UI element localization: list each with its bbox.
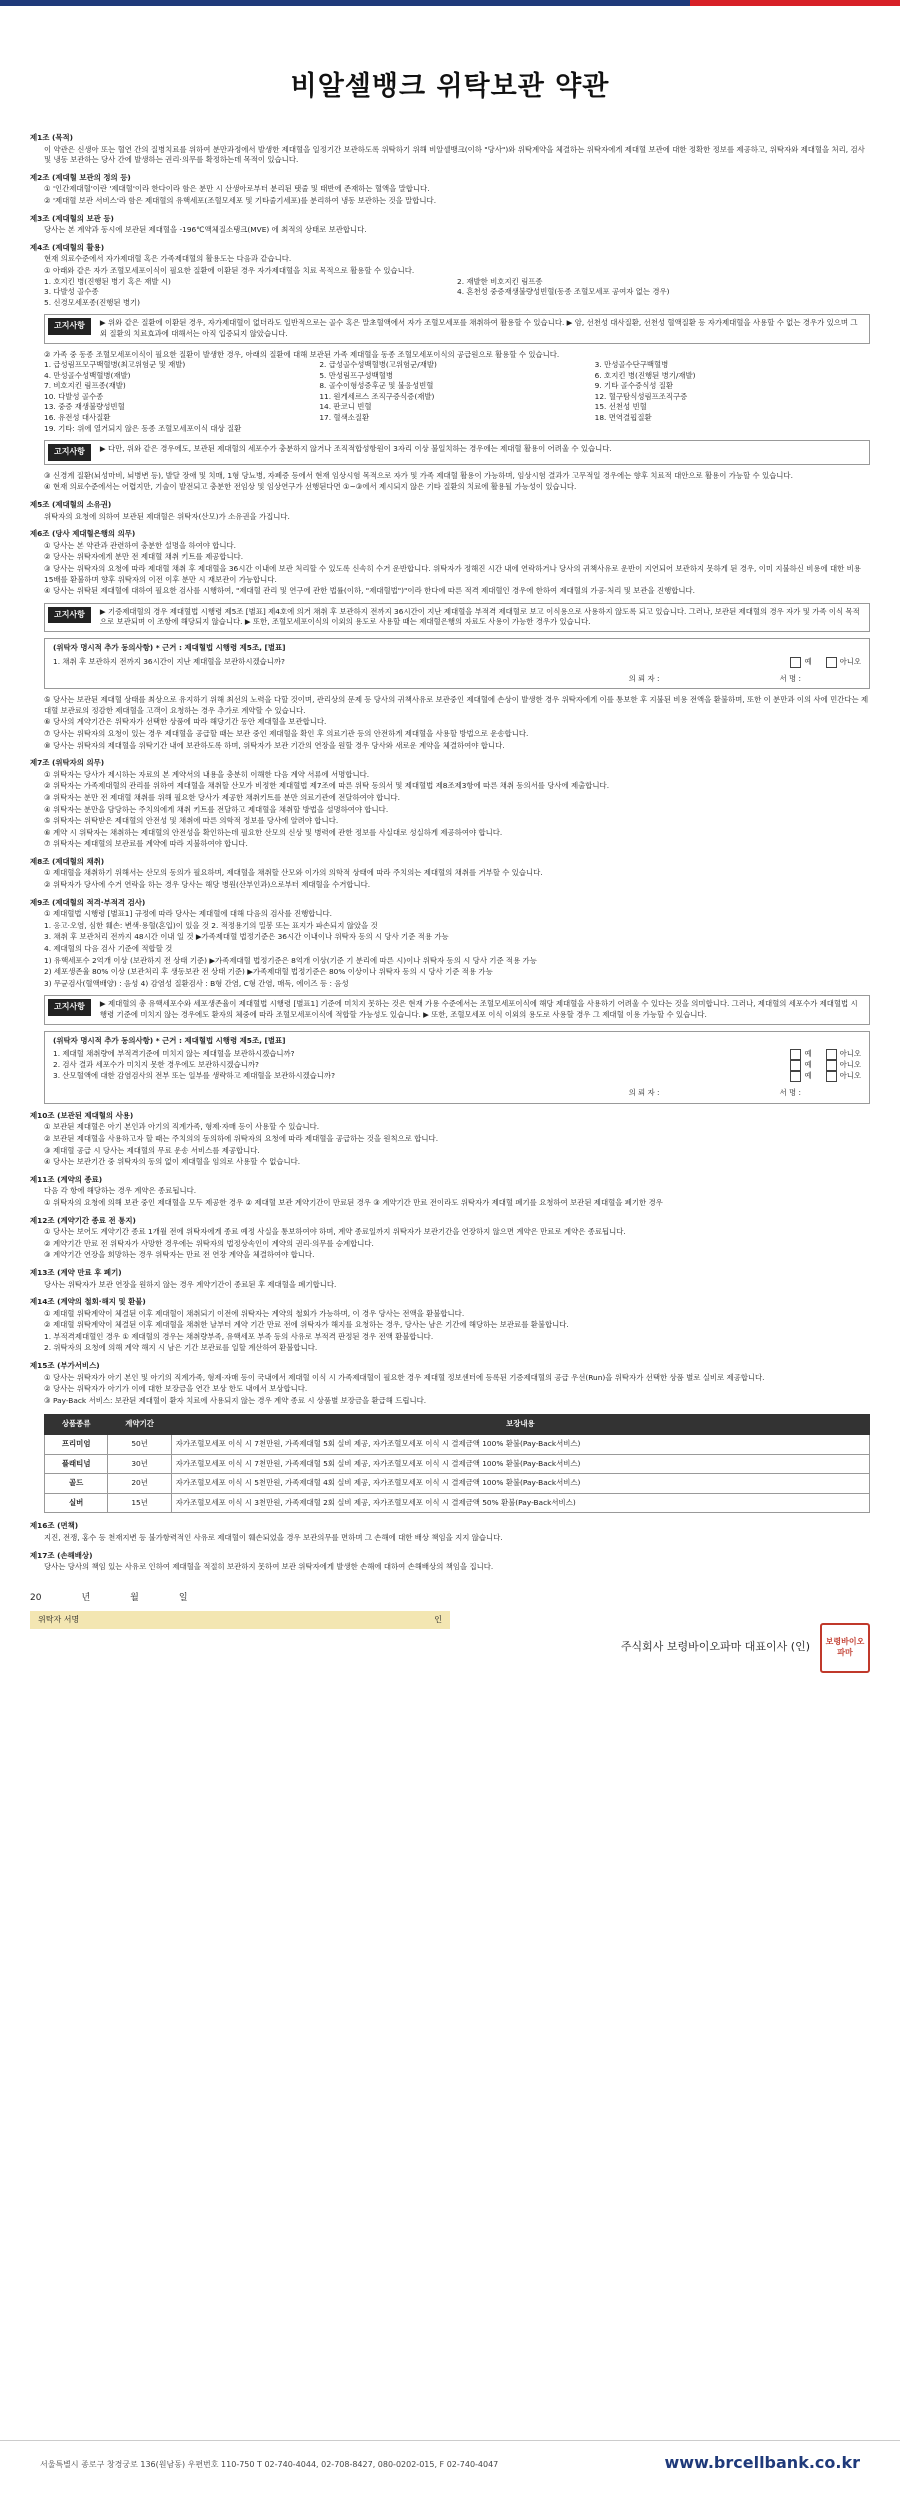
no-label: 아니오 [839,656,861,666]
table-cell: 실버 [45,1493,108,1513]
table-row [45,1435,870,1455]
article-paragraph: ④ 위탁자는 분만을 담당하는 주치의에게 채취 키트를 전달하고 제대혈을 채취할 방법을 설명하여야 합니다. [44,804,389,814]
article-paragraph: 위탁자의 요청에 의하여 보관된 제대혈은 위탁자(산모)가 소유권을 가집니다. [44,511,290,521]
consent-form-title: (위탁자 명시적 추가 동의사항) * 근거 : 제대혈법 시행령 제5조, [별표] [53,1035,286,1045]
requester-label: 의 뢰 자 : [628,1088,660,1098]
article-paragraph: ② 당사는 위탁자가 아기가 이에 대한 보장금을 연간 보상 한도 내에서 보상합니다. [44,1384,308,1394]
table-row [45,1454,870,1474]
yes-option[interactable] [790,1060,811,1071]
top-color-bar [0,0,900,6]
date-part: 일 [178,1592,188,1603]
article-paragraph: ① 위탁자는 당사가 제시하는 자료의 본 계약서의 내용을 충분히 이해한 다음 계약 서류에 서명합니다. [44,769,370,779]
yes-checkbox[interactable] [790,1060,801,1071]
article-paragraph: 1) 유핵세포수 2억개 이상 (보관하지 전 상태 기준) ▶가족제대혈 법정기준은 8억개 이상(기준 기 분리에 따른 시)이나 위탁자 동의 시 당사 기준 적용 가능 [44,955,537,965]
no-label: 아니오 [839,1049,861,1059]
no-checkbox[interactable] [826,1060,837,1071]
yes-label: 예 [804,1060,812,1070]
table-cell: 30년 [108,1454,171,1474]
list-item: 2. 급성골수성백혈병(고위험군/재발) [319,360,437,370]
table-row [45,1493,870,1513]
consent-question-row [53,657,861,668]
article-paragraph: ① 당사는 본 약관과 관련하여 충분한 설명을 하여야 합니다. [44,540,236,550]
article-paragraph: ⑦ 위탁자는 제대혈의 보관료를 계약에 따라 지불하여야 합니다. [44,839,248,849]
article-paragraph: ① 제대혈법 시행령 [별표1] 규정에 따라 당사는 제대혈에 대해 다음의 검사를 진행합니다. [44,909,333,919]
article-paragraph: ④ 현재 의료수준에서는 어렵지만, 기술이 발전되고 충분한 전임상 및 임상연구가 선행된다면 ①~③에서 제시되지 않은 기타 질환의 치료에 활용될 가능성이 있습니다. [44,482,577,492]
list-item: 3. 다발성 골수종 [44,287,99,297]
yes-label: 예 [804,1049,812,1059]
article-paragraph: ⑤ 당사는 보관된 제대혈 상태를 최상으로 유지하기 위해 최선의 노력을 다할 것이며, 관리상의 문제 등 당사의 귀책사유로 보관중인 제대혈에 손상이 발생한 경우 위탁자에게 이를 통보한 후 지불된 비용 전액을 환불하며, 또한 이 분만과 이의 사에 민간다는 제대혈 보관료의 정감한 제대혈을 고객이 요청하는 경우 추가로 계약할 수 있습니다. [44,695,869,715]
date-part: 월 [130,1592,139,1603]
article-paragraph: ② 가족 중 동종 조혈모세포이식이 필요한 질환이 발생한 경우, 아래의 질환에 대해 보관된 가족 제대혈을 동종 조혈모세포이식의 공급원으로 활용할 수 있습니다. [44,349,560,359]
article-paragraph: ⑥ 당사의 계약기간은 위탁자가 선택한 상품에 따라 해당기간 동안 제대혈을 보관합니다. [44,717,327,727]
consent-question: 2. 검사 결과 세포수가 미치지 못한 경우에도 보관하시겠습니까? [53,1060,259,1070]
article-heading: 제16조 (면책) [30,1521,79,1531]
notice-label: 고지사항 [48,318,91,335]
article-heading: 제12조 (계약기간 종료 전 통지) [30,1215,136,1225]
consent-checkboxes [790,1060,861,1071]
article-paragraph: ③ 신경계 질환(뇌성마비, 뇌병변 등), 발달 장애 및 치매, 1형 당뇨병, 자폐증 등에서 현재 임상시험 목적으로 자가 및 가족 제대혈 활용이 가능하며, 임상시험 결과가 고무적일 경우에는 향후 치료적 대안으로 활용이 가능할 수 있습니다. [44,470,793,480]
no-label: 아니오 [839,1060,861,1070]
article-heading: 제8조 (제대혈의 채취) [30,856,105,866]
article-paragraph: ④ 당사는 보관기간 중 위탁자의 동의 없이 제대혈을 임의로 사용할 수 없습니다. [44,1157,301,1167]
list-item: 4. 혼천성 중증재생불량성빈혈(동종 조혈모세포 공여자 없는 경우) [457,287,670,297]
article-paragraph: ⑥ 계약 시 위탁자는 채취하는 제대혈의 안전성을 확인하는데 필요한 산모의 신상 및 병력에 관한 정보를 사실대로 성실하게 제공하여야 합니다. [44,827,503,837]
article-paragraph: ② 위탁자는 가족제대혈의 관리를 위하여 제대혈을 채취할 산모가 비정한 제대혈법 제7조에 따른 위탁 동의서 및 제대혈법 제8조제3항에 따른 채취 동의서를 당사에 제출합니다. [44,781,610,791]
table-header: 계약기간 [108,1415,171,1435]
article-paragraph: 1. 응고·오염, 심한 훼손: 변색·용혈(혼입)이 있을 것 2. 적정용기의 밀봉 또는 표지가 파손되지 않았을 것 [44,920,378,930]
consent-question-row [53,1060,861,1071]
list-item: 11. 원게세르스 조직구증식증(재발) [319,391,435,401]
article-paragraph: ③ 계약기간 연장을 희망하는 경우 위탁자는 만료 전 연장 계약을 체결하여야 합니다. [44,1250,315,1260]
consent-question-row [53,1049,861,1060]
company-name: 주식회사 보령바이오파마 대표이사 (인) [620,1640,810,1654]
article-paragraph: ① 당사는 보어도 계약기간 종료 1개월 전에 위탁자에게 종료 예정 사실을 통보하여야 하며, 계약 종료일까지 위탁자가 보관기간을 연장하지 않으면 계약은 만료로 계약은 종료됩니다. [44,1227,626,1237]
table-cell: 15년 [108,1493,171,1513]
article-heading: 제5조 (제대혈의 소유권) [30,500,112,510]
footer-url[interactable]: www.brcellbank.co.kr [664,2453,860,2472]
table-cell: 프리미엄 [45,1435,108,1455]
consent-checkboxes [790,1049,861,1060]
no-checkbox[interactable] [826,1049,837,1060]
article-paragraph: 1. 부적격제대혈인 경우 ① 제대혈의 경우는 채취량부족, 유핵세포 부족 등의 사유로 부적격 판정된 경우 전액 환불합니다. [44,1331,434,1341]
list-item: 4. 만성골수성백혈병(재발) [44,370,131,380]
article-paragraph: 2. 위탁자의 요청에 의해 계약 해지 시 남은 기간 보관료를 일할 계산하여 환불합니다. [44,1343,318,1353]
article-heading: 제1조 (목적) [30,133,74,142]
signature-label[interactable]: 서 명 : [779,673,801,683]
terms-page [30,20,870,1673]
article-heading: 제2조 (제대혈 보관의 정의 등) [30,172,131,182]
list-item: 5. 만성림프구성백혈병 [319,370,393,380]
consent-form-title: (위탁자 명시적 추가 동의사항) * 근거 : 제대혈법 시행령 제5조, [별표] [53,642,286,652]
notice-box [44,995,870,1024]
yes-checkbox[interactable] [790,1049,801,1060]
list-item: 12. 혈구탐식성림프조직구증 [594,391,688,401]
article-paragraph: 이 약관은 신생아 또는 혈연 간의 질병치료를 위하여 분만과정에서 발생한 제대혈을 일정기간 보관하도록 위탁하기 위해 비알셀뱅크(이하 "당사")와 위탁계약을 체결하는 위탁자에게 제대혈 보관에 대한 정확한 정보를 제공하고, 위탁자와 제대혈을 처리, 검사 및 냉동 보관하는 당사 간에 발생하는 권리·의무를 확정하는데 목적이 있습니다. [44,144,865,165]
article-paragraph: 다음 각 항에 해당하는 경우 계약은 종료됩니다. [44,1186,197,1196]
article-paragraph: ① 제대혈 위탁계약이 체결된 이후 제대혈이 채취되기 이전에 위탁자는 계약의 철회가 가능하며, 이 경우 당사는 전액을 환불합니다. [44,1308,465,1318]
table-cell: 자가조혈모세포 이식 시 7천만원, 가족제대혈 5회 실비 제공, 자가조혈모세포 이식 시 결제금액 100% 환불(Pay-Back서비스) [171,1435,869,1455]
list-item: 3. 만성골수단구백혈병 [594,360,669,370]
no-checkbox[interactable] [826,657,837,668]
article-paragraph: ③ Pay-Back 서비스: 보관된 제대혈이 환자 치료에 사용되지 않는 경우 계약 종료 시 상품별 보장금을 환급해 드립니다. [44,1395,427,1405]
yes-option[interactable] [790,657,811,668]
consent-signature [53,674,861,685]
consent-question: 1. 제대혈 채취량에 부적격기준에 미치지 않는 제대혈을 보관하시겠습니까? [53,1049,295,1059]
table-cell: 50년 [108,1435,171,1455]
list-item: 9. 기타 골수증식성 질환 [594,381,674,391]
list-item: 7. 비호지킨 림프종(재발) [44,381,126,391]
article-paragraph: 3) 무균검사(혈액배양) : 음성 4) 감염성 질환검사 : B형 간염, C형 간염, 매독, 에이즈 등 : 음성 [44,978,349,988]
article-heading: 제15조 (부가서비스) [30,1361,100,1371]
article-heading: 제17조 (손해배상) [30,1550,93,1560]
notice-label: 고지사항 [48,444,91,461]
article-heading: 제11조 (계약의 종료) [30,1174,103,1184]
list-item: 1. 급성림프모구백혈병(최고위험군 및 재발) [44,360,186,370]
notice-box [44,440,870,465]
article-paragraph: ① 보관된 제대혈은 아기 본인과 아기의 직계가족, 형제·자매 등이 사용할 수 있습니다. [44,1122,320,1132]
list-item [457,298,870,309]
consent-checkboxes [790,657,861,668]
article-paragraph: ② 당사는 위탁자에게 분만 전 제대혈 채취 키트를 제공합니다. [44,552,244,562]
list-item: 8. 골수이형성증후군 및 불응성빈혈 [319,381,434,391]
consent-question-row [53,1071,861,1082]
list-item: 17. 혈색소질환 [319,413,370,423]
article-paragraph: 현재 의료수준에서 자가제대혈 혹은 가족제대혈의 활용도는 다음과 같습니다. [44,254,292,264]
article-paragraph: ① 위탁자의 요청에 의해 보관 중인 제대혈을 모두 제공한 경우 ② 제대혈 보관 계약기간이 만료된 경우 ③ 계약기간 만료 전이라도 위탁자가 제대혈 폐기를 요청하여 보관된 제대혈을 폐기한 경우 [44,1197,663,1207]
consent-checkboxes [790,1071,861,1082]
notice-text: ▶ 다만, 위와 같은 경우에도, 보관된 제대혈의 세포수가 충분하지 않거나 조직적합성항원이 3자리 이상 불일치하는 경우에는 제대혈 활용이 어려울 수 있습니다. [99,444,612,454]
no-option[interactable] [826,657,861,668]
seal-mark-label: 인 [434,1615,442,1625]
article-paragraph: ② 보관된 제대혈을 사용하고자 할 때는 주치의의 동의하에 위탁자의 요청에 따라 제대혈을 공급하는 것을 원칙으로 합니다. [44,1133,439,1143]
article-paragraph: ⑦ 당사는 위탁자의 요청이 있는 경우 제대혈을 공급할 때는 보관 중인 제대혈을 확인 후 의료기관 등의 안전하게 제대혈을 사용할 방법으로 운송합니다. [44,728,529,738]
table-cell: 20년 [108,1474,171,1494]
list-item: 14. 판코니 빈혈 [319,402,372,412]
article-paragraph: 4. 제대혈의 다음 검사 기준에 적합할 것 [44,944,173,954]
notice-text: ▶ 제대혈의 총 유핵세포수와 세포생존율이 제대혈법 시행령 [별표1] 기준에 미치지 못하는 것은 현재 가용 수준에서는 조혈모세포이식에 해당 제대혈을 사용하기 어려울 수 있다는 것을 의미합니다. 그러나, 제대혈의 세포수가 제대혈법 시행령 기준에 미치지 않는 경우에도 환자의 체중에 따라 조혈모세포이식에 적합할 가능성도 있습니다. ▶ 또한, 조혈모세포 이식 이외의 용도로 사용할 경우 그 제대혈 이용 가능할 수 있습니다. [99,999,858,1019]
top-accent-bar [690,0,900,6]
disease-list [44,277,870,309]
footer [0,2440,900,2501]
no-option[interactable] [826,1060,861,1071]
signature-label[interactable]: 서 명 : [779,1088,801,1098]
article-paragraph: ③ 제대혈 공급 시 당사는 제대혈의 무료 운송 서비스를 제공합니다. [44,1145,260,1155]
article-paragraph: 지진, 전쟁, 홍수 등 천재지변 등 불가항력적인 사유로 제대혈이 훼손되었을 경우 보관의무를 면하며 그 손해에 대한 배상 책임을 지지 않습니다. [44,1533,503,1542]
list-item: 13. 중증 재생불량성빈혈 [44,402,125,412]
article-paragraph: ① 당사는 위탁자가 아기 본인 및 아기의 직계가족, 형제·자매 등이 국내에서 제대혈 이식 시 가족제대혈이 필요한 경우 제대혈 정보센터에 등록된 기증제대혈의 공급 우선(Run)을 위탁자가 선택한 상품 별로 실비로 제공합니다. [44,1372,765,1382]
article-paragraph: ② 제대혈 위탁계약이 체결된 이후 제대혈을 채취한 날부터 계약 기간 만료 전에 위탁자가 해지를 요청하는 경우, 당사는 남은 기간에 해당하는 보관료를 환불합니다. [44,1320,569,1330]
list-item: 5. 신경모세포종(진행된 병기) [44,297,141,307]
company-seal: 보령바이오파마 [820,1623,870,1673]
table-header: 상품종류 [45,1415,108,1435]
article-heading: 제10조 (보관된 제대혈의 사용) [30,1110,134,1120]
yes-label: 예 [804,656,812,666]
article-heading: 제14조 (계약의 철회·해지 및 환불) [30,1297,146,1307]
article-heading: 제6조 (당사 제대혈은행의 의무) [30,529,136,539]
consent-question: 1. 채취 후 보관하지 전까지 36시간이 지난 제대혈을 보관하시겠습니까? [53,656,285,666]
article-paragraph: ④ 당사는 위탁된 제대혈에 대하여 필요한 검사를 시행하여, "제대혈 관리 및 연구에 관한 법률(이하, "제대혈법")"이라 한다에 따른 적격 제대혈인 경우에 한하여 제대혈의 가공·처리 및 보관을 진행합니다. [44,586,695,596]
article-paragraph: ⑤ 위탁자는 위탁받은 제대혈의 안전성 및 채취에 따른 의학적 정보를 당사에 알려야 합니다. [44,816,339,826]
notice-box [44,603,870,632]
table-cell: 플래티넘 [45,1454,108,1474]
consignor-signature-bar[interactable] [30,1611,450,1629]
terms-body [30,133,870,1673]
article-paragraph: ① '인간제대혈'이란 '제대혈'이라 한다이라 함은 분만 시 산생아로부터 분리된 탯줄 및 태반에 존재하는 혈액을 말합니다. [44,184,430,194]
no-label: 아니오 [839,1071,861,1081]
notice-box [44,314,870,343]
contract-date [30,1593,450,1604]
article-heading: 제4조 (제대혈의 활용) [30,242,105,252]
requester-label: 의 뢰 자 : [628,673,660,683]
consent-signature [53,1088,861,1099]
table-cell: 자가조혈모세포 이식 시 3천만원, 가족제대혈 2회 실비 제공, 자가조혈모세포 이식 시 결제금액 50% 환불(Pay-Back서비스) [171,1493,869,1513]
table-cell: 자가조혈모세포 이식 시 5천만원, 가족제대혈 4회 실비 제공, 자가조혈모세포 이식 시 결제금액 100% 환불(Pay-Back서비스) [171,1474,869,1494]
list-item: 2. 재발한 비호지킨 림프종 [457,276,543,286]
list-item: 10. 다발성 골수종 [44,391,104,401]
article-paragraph: ② '제대혈 보관 서비스'라 함은 제대혈의 유핵세포(조혈모세포 및 기타줄기세포)를 분리하여 냉동 보관하는 것을 말합니다. [44,195,437,205]
article-paragraph: 당사는 본 계약과 동시에 보관된 제대혈을 -196℃액체질소탱크(MVE) 에 최적의 상태로 보관합니다. [44,225,367,235]
article-heading: 제7조 (위탁자의 의무) [30,758,105,768]
product-table [44,1414,870,1513]
yes-label: 예 [804,1071,812,1081]
yes-checkbox[interactable] [790,1071,801,1082]
list-item: 18. 면역결핍질환 [594,413,652,423]
article-paragraph: ③ 위탁자는 분만 전 제대혈 채취를 위해 필요한 당사가 제공한 채취키트를 분만 의료기관에 전달하여야 합니다. [44,792,401,802]
consent-question: 3. 산모혈액에 대한 감염검사의 전부 또는 일부를 생략하고 제대혈을 보관하시겠습니까? [53,1071,335,1081]
no-option[interactable] [826,1049,861,1060]
signature-left [30,1593,450,1673]
notice-text: ▶ 위와 같은 질환에 이환된 경우, 자가제대혈이 없더라도 일반적으로는 골수 혹은 말초혈액에서 자가 조혈모세포를 채취하여 활용할 수 있습니다. ▶ 암, 선천성 대사질환, 선천성 혈액질환 등 자가제대혈을 사용할 수 없는 경우가 있으며 그 외 질환의 치료효과에 대해서는 아직 입증되지 않았습니다. [99,318,858,338]
consent-form [44,1031,870,1104]
notice-text: ▶ 기증제대혈의 경우 제대혈법 시행령 제5조 [별표] 제4호에 의거 채취 후 보관하지 전까지 36시간이 지난 제대혈을 부적격 제대혈로 보고 이식용으로 사용하지 않도록 되고 있습니다. 그러나, 보관된 제대혈의 경우 자가 및 가족 이식 목적으로 보관되며 이 조항에 해당되지 않습니다. ▶ 또한, 조혈모세포이식의 이외의 용도로 사용할 때는 제대혈은행의 자료도 사용이 가능한 경우가 있습니다. [99,606,860,627]
table-row [45,1474,870,1494]
consignor-signature-label: 위탁자 서명 [38,1615,80,1625]
yes-option[interactable] [790,1049,811,1060]
disease-list [44,360,870,434]
article-paragraph: 당사는 당사의 책임 있는 사유로 인하여 제대혈을 적절히 보관하지 못하여 보관 위탁자에게 발생한 손해에 대하여 손해배상의 책임을 집니다. [44,1562,494,1572]
article-paragraph: ① 제대혈을 채취하기 위해서는 산모의 동의가 필요하며, 제대혈을 채취할 산모와 이가의 의학적 상태에 따라 주치의는 제대혈의 채취를 거부할 수 있습니다. [44,868,543,878]
yes-option[interactable] [790,1071,811,1082]
yes-checkbox[interactable] [790,657,801,668]
no-checkbox[interactable] [826,1071,837,1082]
article-paragraph: ② 계약기간 만료 전 위탁자가 사망한 경우에는 위탁자의 법정상속인이 계약의 권리·의무를 승계합니다. [44,1238,374,1248]
signature-right [621,1623,870,1673]
footer-address: 서울특별시 종로구 창경궁로 136(원남동) 우편번호 110-750 T 02-740-4044, 02-708-8427, 080-0202-015, F 02-740-4047 [40,2460,499,2469]
notice-label: 고지사항 [48,999,91,1016]
list-item: 1. 호지킨 병(진행된 병기 혹은 재발 시) [44,276,171,286]
list-item: 6. 호지킨 병(진행된 병기/재발) [594,370,696,380]
article-paragraph: ③ 당사는 위탁자의 요청에 따라 제대혈 채취 후 제대혈을 36시간 이내에 보관 처리할 수 있도록 신속히 수거 운반합니다. 위탁자가 정해진 시간 내에 연락하거나 당사의 귀책사유로 운반이 지연되어 보관하지 못하게 된 경우, 이미 지불하신 비용에 대한 비용 15배를 환불하며 향후 위탁자의 이전 이후 분만 시 재보관이 가능합니다. [44,564,861,584]
article-heading: 제9조 (제대혈의 적격·부적격 검사) [30,897,146,907]
table-header: 보장내용 [171,1415,869,1435]
article-paragraph: 2) 세포생존율 80% 이상 (보관처리 후 생동보관 전 상태 기준) ▶가족제대혈 법정기준은 80% 이상이나 위탁자 동의 시 당사 기준 적용 가능 [44,967,493,977]
article-heading: 제13조 (계약 만료 후 폐기) [30,1267,122,1277]
consent-form [44,638,870,689]
article-paragraph: ② 위탁자가 당사에 수거 연락을 하는 경우 당사는 해당 병원(산부인과)으로부터 제대혈을 수거합니다. [44,880,371,890]
no-option[interactable] [826,1071,861,1082]
page-title: 비알셀뱅크 위탁보관 약관 [290,71,610,102]
list-item: 15. 선천성 빈혈 [594,402,647,412]
article-paragraph: ⑧ 당사는 위탁자의 제대혈을 위탁기간 내에 보관하도록 하며, 위탁자가 보관 기간의 연장을 원할 경우 당사와 새로운 계약을 체결하여야 합니다. [44,740,505,750]
article-paragraph: 3. 채취 후 보관처리 전까지 48시간 이내 일 것 ▶가족제대혈 법정기준은 36시간 이내이나 위탁자 동의 시 당사 기준 적용 가능 [44,932,449,942]
article-heading: 제3조 (제대혈의 보관 등) [30,213,114,223]
list-item: 19. 기타: 위에 열거되지 않은 동종 조혈모세포이식 대상 질환 [44,423,242,433]
signature-area [30,1593,870,1673]
table-cell: 골드 [45,1474,108,1494]
list-item: 16. 유전성 대사질환 [44,413,111,423]
date-part: 20 [30,1592,42,1603]
article-paragraph: ① 아래와 같은 자가 조혈모세포이식이 필요한 질환에 이환된 경우 자가제대혈을 치료 목적으로 활용할 수 있습니다. [44,265,415,275]
date-part: 년 [81,1592,91,1603]
article-paragraph: 당사는 위탁자가 보관 연장을 원하지 않는 경우 계약기간이 종료된 후 제대혈을 폐기합니다. [44,1279,337,1289]
table-cell: 자가조혈모세포 이식 시 7천만원, 가족제대혈 5회 실비 제공, 자가조혈모세포 이식 시 결제금액 100% 환불(Pay-Back서비스) [171,1454,869,1474]
notice-label: 고지사항 [48,607,91,624]
